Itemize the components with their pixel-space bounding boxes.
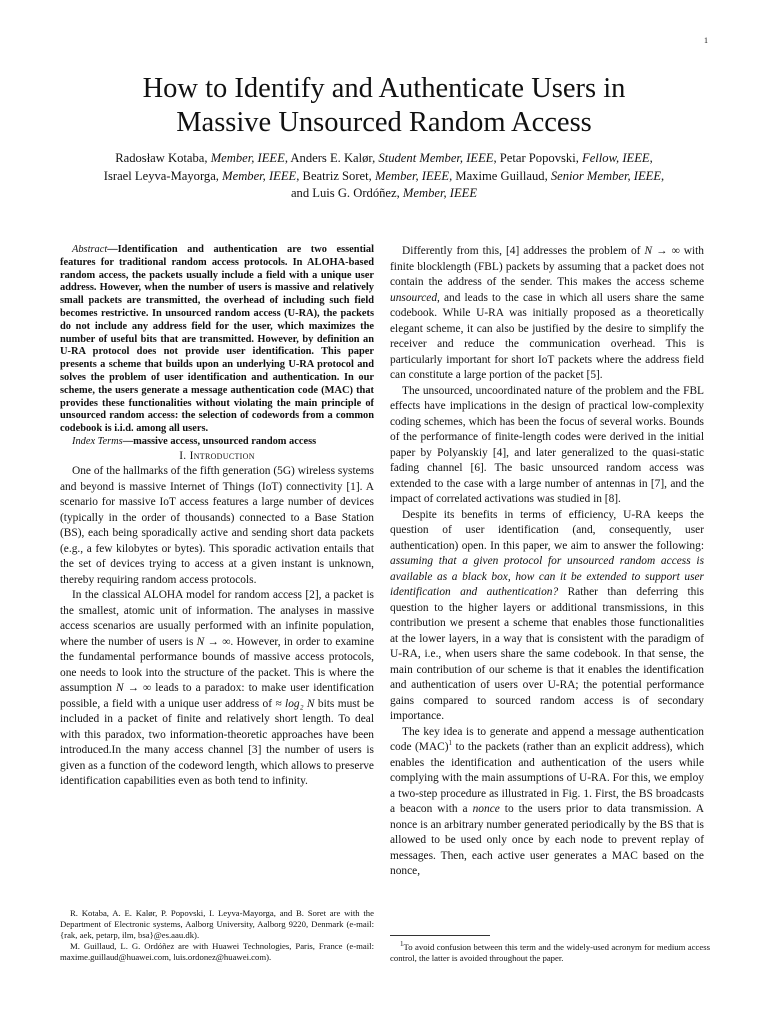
footnote-marker[interactable]: 1 [448,739,453,748]
intro-paragraph-2 [60,588,374,790]
paragraph-text: Rather than deferring this question to the higher layers or additional transmissions, in this contribution we present a scheme that enables those functionalities at the lower layers, in a way that is consistent with the paradigm of U-RA, i.e., when users share the same codebook. In that sense, the main contribution of our scheme is that it enables the identification and authentication of users over U-RA; the potential performance gains compared to sourced random access is of secondary importance. [390,586,704,722]
research-question: assuming that a given protocol for unsourced random access is available as a black box, how can it be extended to support user identification and authentication? [390,555,704,598]
author-role: Member, IEEE [222,168,297,183]
author-role: Fellow, IEEE [582,151,650,165]
paragraph-text: to the users prior to data transmission. A nonce is an arbitrary number generated periodically by the BS that is allowed to be used only once by each node to prevent replay of messages. Then, each active user generates a MAC based on the nonce, [390,803,704,877]
affiliation-huawei: M. Guillaud, L. G. Ordóñez are with Huawei Technologies, Paris, France (e-mail: maxime.guillaud@huawei.com, luis.ordonez@huawei.com). [60,941,374,963]
emphasis: unsourced [390,291,438,304]
author-role: Member, IEEE [374,168,450,183]
math-expression: N → ∞ [644,245,680,257]
paragraph-text: , and leads to the case in which all users share the same codebook. While U-RA was initially proposed as a theoretically elegant scheme, it can also be justified by the desire to simplify the receiver and reduce the communication overhead. This is particularly important for short IoT packets where the address field can constitute a large portion of the packet [5]. [390,291,704,381]
intro-paragraph-1: One of the hallmarks of the fifth generation (5G) wireless systems and beyond is massive Internet of Things (IoT) connectivity [1]. A scenario for massive IoT access features a large number of devices (typically in the order of thousands) connected to a Base Station (BS), each being sporadically active and sending short data packets (e.g., a few kilobytes or bytes). This sporadic activation entails that the set of devices trying to access at a given instant is unknown, thereby requiring random access protocols. [60,465,374,586]
paragraph-text: leads to a paradox: to make user identification possible, a field with a unique user address of [60,682,374,710]
intro-paragraph-3 [390,244,704,384]
author-name: Radosław Kotaba, [115,151,211,165]
page-number: 1 [704,36,708,45]
footnote-1 [390,942,710,964]
paragraph-text: to the packets (rather than an explicit address), which enables the identification and authentication of the users while complying with the main assumptions of U-RA. For this, we employ a two-step procedure as illustrated in Fig. 1. First, the BS broadcasts a beacon with a [390,741,704,815]
intro-paragraph-6 [390,725,704,880]
abstract [60,244,374,436]
affiliation-footnote [60,908,374,964]
author-name: , Maxime Guillaud, [449,168,551,183]
abstract-label: Abstract [72,244,108,255]
abstract-text: —Identification and authentication are two essential features for traditional random access protocols. In ALOHA-based random access, the packets usually include a field with a unique user address. However, when the number of users is massive and relatively small packets are transmitted, the overhead of including such field becomes restrictive. In unsourced random access (U-RA), the packets do not include any address field for the user, which maximizes the number of useful bits that are transmitted. However, by definition an U-RA protocol does not provide user identification. This paper presents a scheme that builds upon an underlying U-RA protocol and solves the problem of user identification and authentication. In our scheme, the users generate a message authentication code (MAC) that provides these functionalities without violating the main principle of unsourced random access: the selection of codewords from a common codebook is i.i.d. among all users. [60,244,374,435]
paragraph-text: The key idea is to generate and append a message authentication code (MAC) [390,725,704,753]
footnote-text: To avoid confusion between this term and the widely-used acronym for medium access control, the latter is avoided throughout the paper. [390,942,710,963]
footnote-number: 1 [400,940,404,949]
author-role: Member, IEEE [402,186,478,200]
math-expression: N → ∞ [115,682,152,695]
paragraph-text: bits must be included in a packet of finite and relatively short length. To deal with this paradox, two information-theoretic approaches have been introduced.In the many access channel [3] the number of users is given as a function of the codeword length, which allows to preserve identification capabilities even as both tend to infinity. [60,697,374,788]
paragraph-text: with finite blocklength (FBL) packets by assuming that a packet does not contain the address of the sender. This makes the access scheme [390,245,704,288]
author-role: Senior Member, IEEE [550,168,662,183]
author-role: Student Member, IEEE [378,151,494,165]
author-name: and Luis G. Ordóñez, [290,186,403,200]
right-column [390,244,704,880]
author-list [60,150,708,203]
emphasis: nonce [472,803,500,815]
author-name: , Petar Popovski, [493,151,582,165]
math-expression: N → ∞ [196,635,231,648]
footnote-rule [390,935,490,936]
paper-title [0,72,768,140]
author-role: Member, IEEE [210,151,285,165]
author-sep: , [649,151,653,165]
paragraph-text: Despite its benefits in terms of efficiency, U-RA keeps the question of user identification (and, consequently, user authentication) open. In this paper, we aim to answer the following: [390,508,704,552]
section-numeral: I. [179,449,190,462]
title-line-2: Massive Unsourced Random Access [176,107,592,138]
author-sep: , [661,168,665,183]
mac-footnote [390,942,710,964]
paragraph-text: . However, in order to examine the fundamental performance bounds of massive access protocols, one needs to look into the structure of the packet. This is where the assumption [60,635,375,695]
affiliation-aau: R. Kotaba, A. E. Kalør, P. Popovski, I. Leyva-Mayorga, and B. Soret are with the Department of Electronic systems, Aalborg University, Aalborg 9220, Denmark (e-mail: {rak, aek, petarp, ilm, bsa}@es.aau.dk). [60,908,374,940]
left-column [60,244,374,790]
author-name: , Anders E. Kalør, [284,151,379,165]
index-terms [60,436,374,449]
author-name: , Beatriz Soret, [296,168,375,183]
section-name: Introduction [189,449,255,462]
math-expression: ≈ log₂ N [275,697,315,710]
author-name: Israel Leyva-Mayorga, [103,168,223,183]
intro-paragraph-4: The unsourced, uncoordinated nature of the problem and the FBL effects have implications in the design of practical low-complexity coding schemes, which has been the focus of several works. Bounds of the performance of finite-length codes were derived in the initial paper by Polyanskiy [4], and later generalized to the quasi-static fading channel [6]. The basic unsourced random access was extended to the case with a large number of antennas in [7], and the impact of correlated activations was studied in [8]. [390,384,704,505]
index-terms-label: Index Terms [72,435,123,447]
title-line-1: How to Identify and Authenticate Users in [142,73,626,104]
paragraph-text: In the classical ALOHA model for random access [2], a packet is the smallest, atomic unit of information. The analyses in massive access scenarios are usually performed with an infinite population, where the number of users is [60,589,374,648]
index-terms-text: —massive access, unsourced random access [122,435,317,447]
section-heading-introduction [60,449,374,465]
paragraph-text: Differently from this, [4] addresses the problem of [402,245,645,257]
intro-paragraph-5 [390,508,704,725]
